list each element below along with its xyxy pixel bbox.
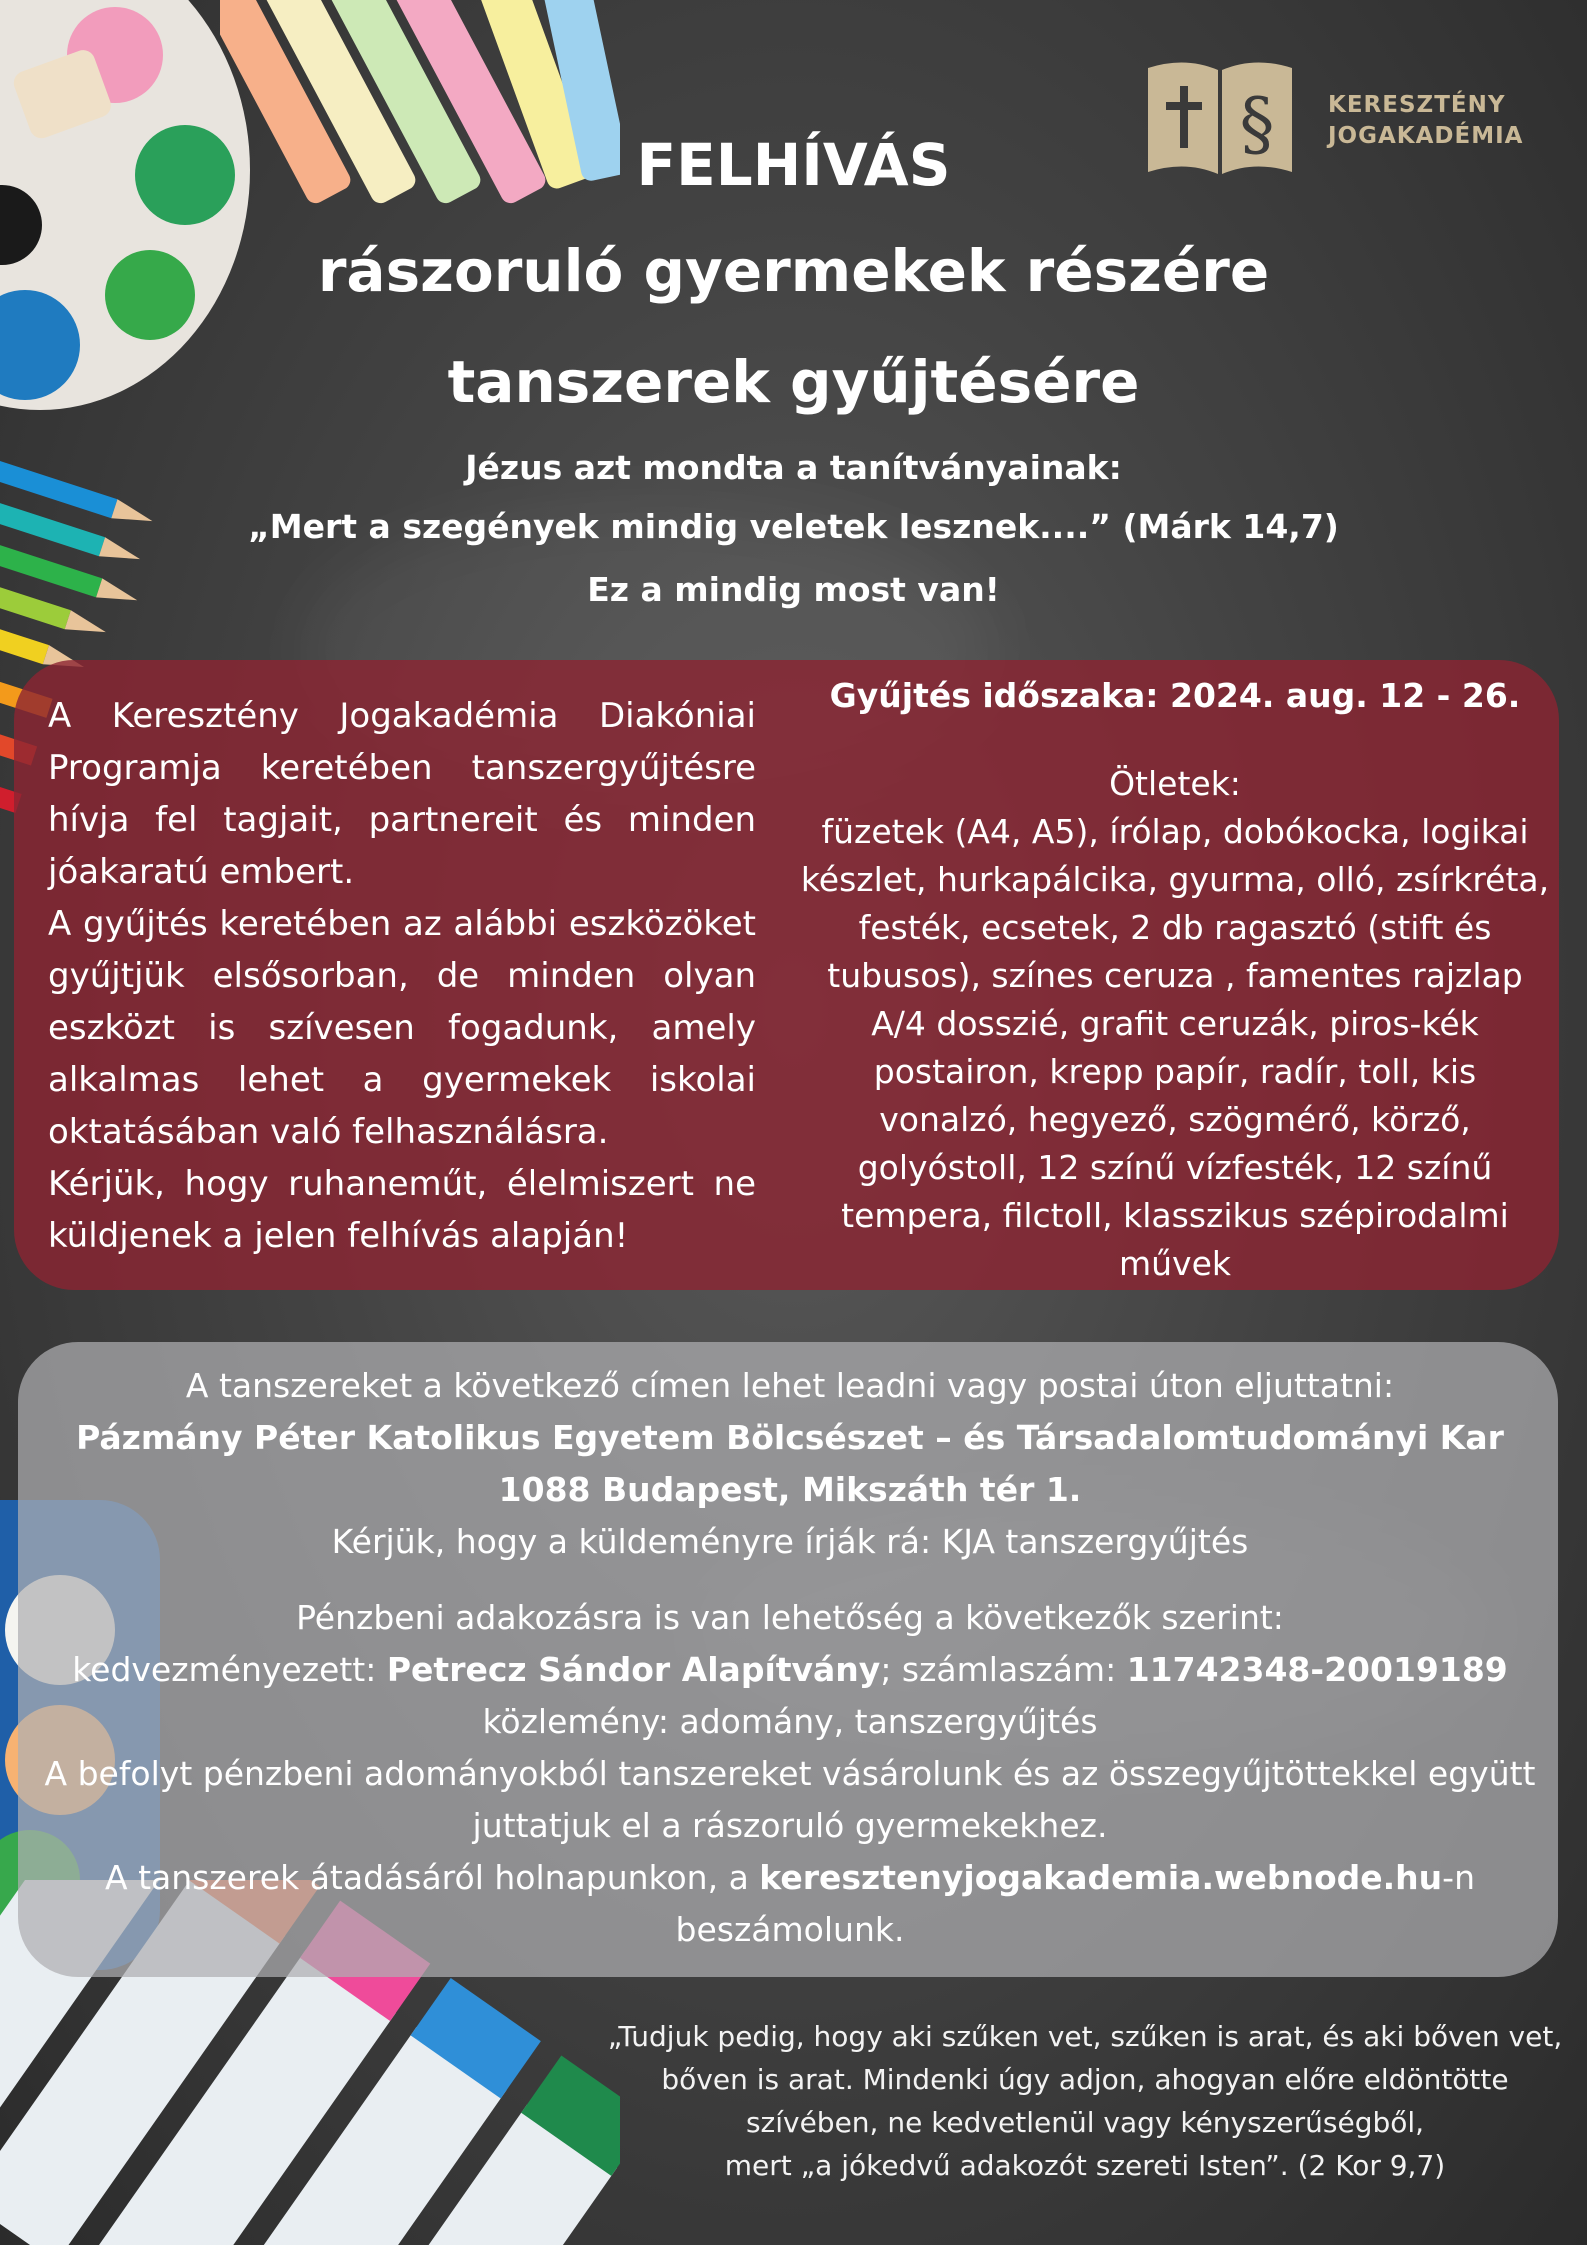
beneficiary-name: Petrecz Sándor Alapítvány bbox=[386, 1650, 881, 1689]
description-paragraph-1: A Keresztény Jogakadémia Diakóniai Programja keretében tanszergyűjtésre hívja fel tagjait, partnereit és minden jóakaratú embert. bbox=[48, 696, 756, 892]
ideas-list: füzetek (A4, A5), írólap, dobókocka, logikai készlet, hurkapálcika, gyurma, olló, zsírkréta, festék, ecsetek, 2 db ragasztó (stift és tubusos), színes ceruza , famentes rajzlap A/4 dosszié, grafit ceruzák, piros-kék postairon, krepp papír, radír, toll, kis vonalzó, hegyező, szögmérő, körző, golyóstoll, 12 színű vízfesték, 12 színű tempera, filctoll, klasszikus szépirodalmi művek bbox=[800, 812, 1550, 1283]
delivery-intro: A tanszereket a következő címen lehet leadni vagy postai úton eljuttatni: bbox=[185, 1366, 1395, 1405]
call-description bbox=[48, 690, 756, 1262]
footer-quote-line-1: „Tudjuk pedig, hogy aki szűken vet, szűken is arat, és aki bőven vet, bbox=[607, 2020, 1563, 2053]
beneficiary-label: kedvezményezett: bbox=[72, 1650, 387, 1689]
account-number: 11742348-20019189 bbox=[1126, 1650, 1508, 1689]
description-paragraph-3: Kérjük, hogy ruhaneműt, élelmiszert ne küldjenek a jelen felhívás alapján! bbox=[48, 1164, 756, 1256]
report-suffix: -n beszámolunk. bbox=[675, 1858, 1475, 1949]
footer-quote bbox=[590, 2015, 1580, 2187]
delivery-donation-text bbox=[40, 1360, 1540, 1956]
svg-text:§: § bbox=[1239, 83, 1275, 165]
logo-line-2: JOGAKADÉMIA bbox=[1328, 123, 1524, 149]
collection-ideas bbox=[800, 672, 1550, 1288]
footer-quote-line-2: bőven is arat. Mindenki úgy adjon, ahogyan előre eldöntötte bbox=[661, 2063, 1509, 2096]
website-link[interactable]: keresztenyjogakademia.webnode.hu bbox=[759, 1858, 1443, 1897]
donation-memo: közlemény: adomány, tanszergyűjtés bbox=[482, 1702, 1098, 1741]
page-title: FELHÍVÁS bbox=[636, 131, 951, 199]
bible-quote: „Mert a szegények mindig veletek lesznek....” (Márk 14,7) bbox=[248, 507, 1339, 546]
bible-intro: Jézus azt mondta a tanítványainak: bbox=[465, 448, 1122, 487]
description-paragraph-2: A gyűjtés keretében az alábbi eszközöket gyűjtjük elsősorban, de minden olyan eszközt is szívesen fogadunk, amely alkalmas lehet a gyermekek iskolai oktatásában való felhasználásra. bbox=[48, 904, 756, 1152]
subtitle-line-2: tanszerek gyűjtésére bbox=[447, 348, 1140, 416]
donation-intro: Pénzbeni adakozásra is van lehetőség a következők szerint: bbox=[296, 1598, 1284, 1637]
donation-beneficiary-line bbox=[40, 1644, 1540, 1696]
subtitle-line-1: rászoruló gyermekek részére bbox=[317, 237, 1270, 305]
logo-line-1: KERESZTÉNY bbox=[1328, 92, 1506, 118]
delivery-institution: Pázmány Péter Katolikus Egyetem Bölcsészet – és Társadalomtudományi Kar bbox=[76, 1418, 1504, 1457]
footer-quote-line-3: szívében, ne kedvetlenül vagy kényszerűségből, bbox=[745, 2106, 1425, 2139]
delivery-note: Kérjük, hogy a küldeményre írják rá: KJA tanszergyűjtés bbox=[331, 1522, 1249, 1561]
footer-quote-line-4: mert „a jókedvű adakozót szereti Isten”. (2 Kor 9,7) bbox=[724, 2149, 1446, 2182]
report-line bbox=[40, 1852, 1540, 1956]
motto: Ez a mindig most van! bbox=[587, 570, 1000, 609]
report-prefix: A tanszerek átadásáról holnapunkon, a bbox=[105, 1858, 760, 1897]
collection-period: Gyűjtés időszaka: 2024. aug. 12 - 26. bbox=[829, 676, 1521, 715]
account-label: ; számlaszám: bbox=[880, 1650, 1127, 1689]
ideas-label: Ötletek: bbox=[1109, 764, 1241, 803]
delivery-address: 1088 Budapest, Mikszáth tér 1. bbox=[498, 1470, 1082, 1509]
donation-usage: A befolyt pénzbeni adományokból tanszereket vásárolunk és az összegyűjtöttekkel együtt juttatjuk el a rászoruló gyermekekhez. bbox=[44, 1754, 1536, 1845]
